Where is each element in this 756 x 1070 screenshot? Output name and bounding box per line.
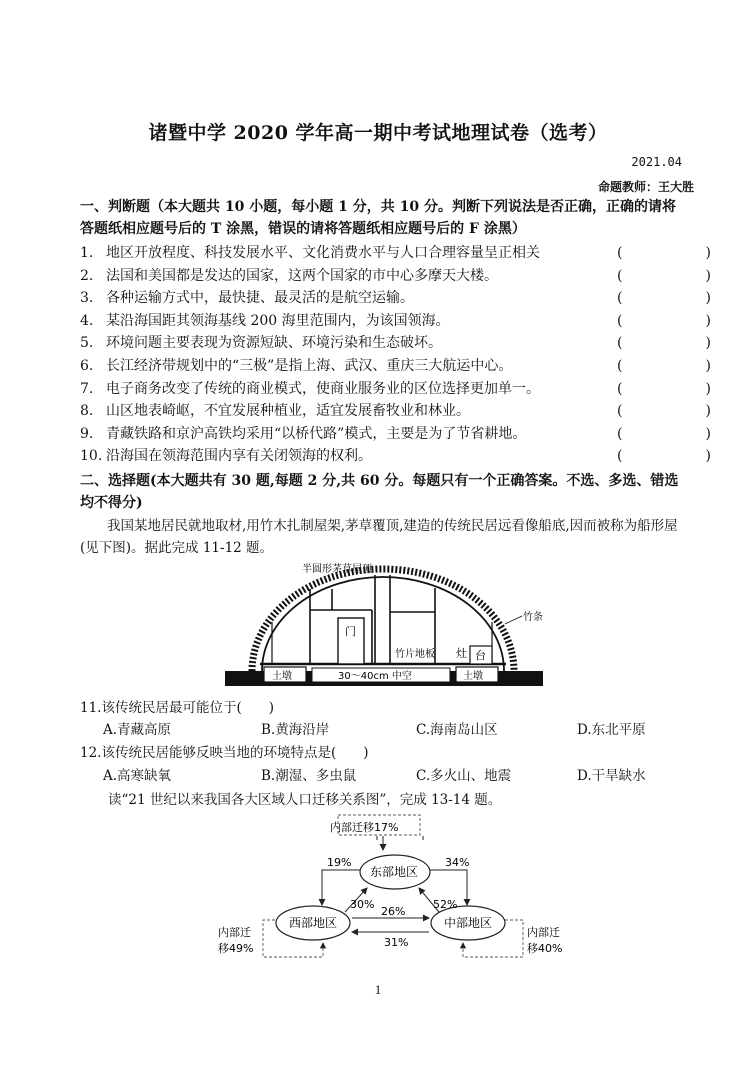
- boat-house-diagram: [220, 560, 550, 692]
- judgment-item-text: 各种运输方式中，最快捷、最灵活的是航空运输。: [106, 290, 414, 307]
- label-west-internal-2: 移49%: [218, 942, 254, 955]
- q11-option-a: A.青藏高原: [103, 722, 172, 738]
- label-bamboo: 竹条: [523, 612, 543, 623]
- judgment-item: [80, 242, 684, 264]
- judgment-item: [80, 355, 684, 377]
- label-p34: 34%: [445, 856, 470, 869]
- label-p31: 31%: [384, 936, 409, 949]
- label-floor: 竹片地板: [395, 649, 435, 660]
- judgment-item-number: 4.: [80, 312, 94, 329]
- q11-option-d: D.东北平原: [577, 722, 646, 738]
- judgment-item-number: 1.: [80, 245, 94, 261]
- judgment-item-text: 环境问题主要表现为资源短缺、环境污染和生态破坏。: [106, 335, 442, 352]
- label-p52: 52%: [433, 898, 458, 911]
- judgment-item-text: 青藏铁路和京沪高铁均采用“以桥代路”模式，主要是为了节省耕地。: [106, 425, 527, 442]
- label-p19: 19%: [327, 856, 352, 869]
- label-mound-right: 土墩: [463, 671, 483, 682]
- judgment-item-text: 电子商务改变了传统的商业模式，使商业服务业的区位选择更加单一。: [106, 380, 540, 397]
- judgment-item-number: 5.: [80, 335, 94, 352]
- inner-roof: [262, 577, 504, 671]
- label-west: 西部地区: [289, 916, 338, 930]
- judgment-item: [80, 332, 684, 354]
- intro-house: 我国某地居民就地取材,用竹木扎制屋架,茅草覆顶,建造的传统民居远看像船底,因而被称为船形屋(见下图)。据此完成 11-12 题。: [80, 518, 678, 556]
- section2-heading: 二、选择题(本大题共有 30 题,每题 2 分,共 60 分。每题只有一个正确答案。不选、多选、错选均不得分): [80, 473, 679, 511]
- q12-option-d: D.干旱缺水: [577, 768, 646, 784]
- judgment-item: [80, 423, 684, 445]
- label-door: 门: [345, 625, 356, 638]
- judgment-item-number: 9.: [80, 425, 94, 442]
- label-p26: 26%: [381, 905, 406, 918]
- judgment-item-number: 6.: [80, 358, 94, 374]
- judgment-item: [80, 400, 684, 422]
- exam-teacher: 命题教师：王大胜: [597, 180, 694, 194]
- judgment-item-text: 地区开放程度、科技发展水平、文化消费水平与人口合理容量呈正相关: [106, 245, 540, 261]
- label-east-internal: 内部迁移17%: [330, 821, 399, 834]
- q11-option-c: C.海南岛山区: [416, 722, 498, 738]
- judgment-item-text: 长江经济带规划中的“三极”是指上海、武汉、重庆三大航运中心。: [106, 358, 513, 374]
- judgment-item-text: 山区地表崎岖，不宜发展种植业，适宜发展畜牧业和林业。: [106, 403, 470, 420]
- judgment-item-text: 某沿海国距其领海基线 200 海里范围内，为该国领海。: [106, 312, 450, 329]
- label-west-internal-1: 内部迁: [218, 926, 251, 939]
- label-roof: 半圆形茅草屋顶: [302, 564, 372, 575]
- label-mound-left: 土墩: [272, 671, 292, 682]
- label-central-internal-2: 移40%: [527, 942, 563, 955]
- label-platform: 台: [475, 649, 486, 662]
- label-central-internal-1: 内部迁: [527, 926, 560, 939]
- q11-stem: 11.该传统民居最可能位于( ): [80, 700, 275, 716]
- label-central: 中部地区: [444, 916, 493, 930]
- judgment-item: [80, 287, 684, 309]
- label-p30: 30%: [350, 898, 375, 911]
- label-stove: 灶: [456, 647, 467, 660]
- label-hollow: 30～40cm 中空: [338, 671, 412, 682]
- migration-diagram: [205, 812, 575, 972]
- section1-heading: 一、判断题（本大题共 10 小题，每小题 1 分，共 10 分。判断下列说法是否正确，正确的请将答题纸相应题号后的 T 涂黑，错误的请将答题纸相应题号后的 F 涂黑）: [80, 199, 676, 237]
- judgment-item: [80, 310, 684, 332]
- q12-option-b: B.潮湿、多虫鼠: [261, 768, 357, 784]
- page-number: 1: [374, 982, 382, 997]
- q11-option-b: B.黄海沿岸: [261, 722, 330, 738]
- judgment-item-number: 7.: [80, 380, 94, 397]
- exam-date: 2021.04: [631, 155, 682, 169]
- judgment-item-text: 沿海国在领海范围内享有关闭领海的权利。: [106, 448, 372, 465]
- judgment-item: [80, 378, 684, 400]
- q12-stem: 12.该传统民居能够反映当地的环境特点是( ): [80, 745, 369, 761]
- judgment-item-number: 10.: [80, 448, 103, 465]
- judgment-item: [80, 445, 684, 467]
- judgment-item-number: 3.: [80, 290, 94, 307]
- label-east: 东部地区: [370, 865, 419, 879]
- judgment-item-number: 8.: [80, 403, 94, 420]
- q12-option-a: A.高寒缺氧: [103, 768, 172, 784]
- judgment-item-number: 2.: [80, 267, 94, 284]
- q12-option-c: C.多火山、地震: [416, 768, 512, 784]
- intro-migration: 读“21 世纪以来我国各大区域人口迁移关系图”，完成 13-14 题。: [108, 792, 502, 808]
- judgment-item: [80, 265, 684, 287]
- judgment-item-text: 法国和美国都是发达的国家，这两个国家的市中心多摩天大楼。: [106, 267, 498, 284]
- exam-title: 诸暨中学 2020 学年高一期中考试地理试卷（选考）: [148, 122, 608, 144]
